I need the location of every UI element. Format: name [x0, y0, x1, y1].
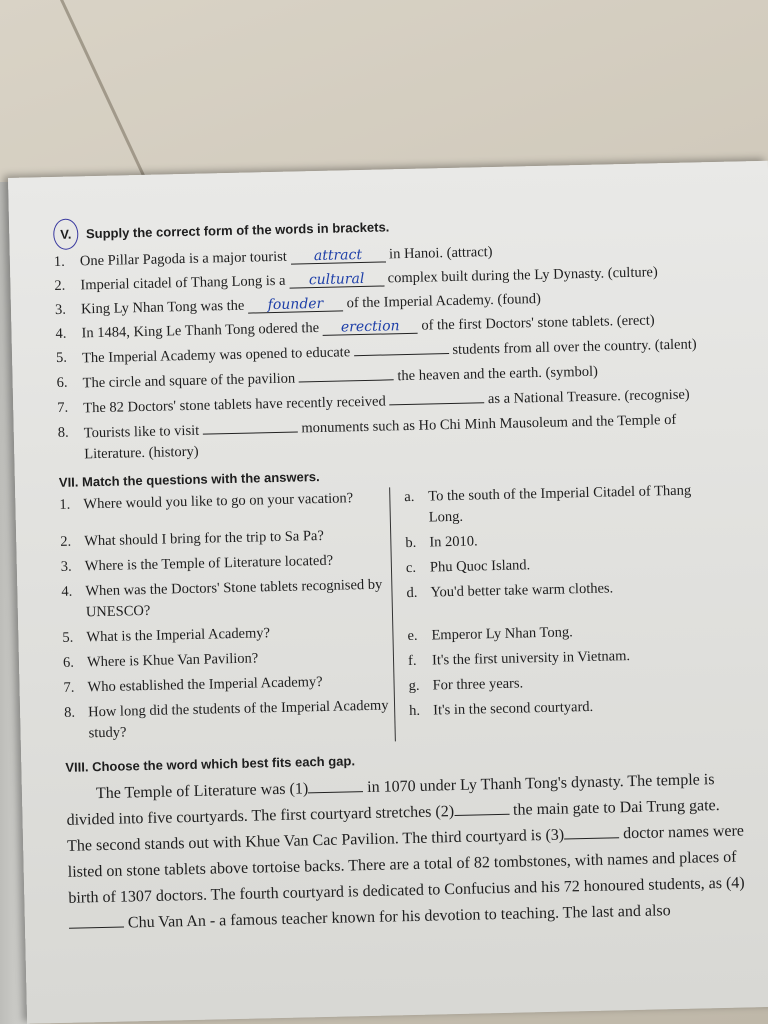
- question-row: [62, 620, 392, 648]
- question-number: 6.: [62, 654, 75, 671]
- question-number: 4.: [61, 583, 73, 600]
- item-before: The circle and square of the pavilion: [82, 370, 296, 392]
- question-row: [63, 645, 393, 673]
- item-number: 8.: [57, 424, 69, 441]
- gap-2-blank[interactable]: [454, 800, 509, 816]
- question-row: [61, 574, 392, 623]
- section5-title: Supply the correct form of the words in brackets.: [85, 219, 390, 242]
- question-row: [64, 695, 395, 744]
- matching-exercise: [59, 479, 745, 748]
- answer-row: [404, 480, 715, 529]
- question-text: Where is the Temple of Literature located?: [84, 552, 334, 575]
- answer-letter: g.: [408, 677, 420, 695]
- question-text: Where is Khue Van Pavilion?: [86, 650, 259, 671]
- answer-row: [405, 526, 715, 554]
- item-before: Imperial citadel of Thang Long is a: [80, 272, 286, 294]
- question-text: How long did the students of the Imperial Academy study?: [87, 697, 389, 742]
- item-after: in Hanoi. (attract): [388, 244, 493, 263]
- answer-letter: b.: [405, 534, 417, 552]
- answer-text: It's in the second courtyard.: [433, 698, 594, 719]
- gap-3-blank[interactable]: [564, 823, 619, 839]
- question-number: 5.: [62, 629, 74, 646]
- item-after: as a National Treasure. (recognise): [487, 386, 690, 408]
- passage-text: Chu Van An - a famous teacher known for his devotion to teaching. The last and also: [127, 902, 671, 932]
- answer-letter: e.: [407, 627, 418, 645]
- question-number: 2.: [60, 533, 72, 550]
- handwritten-answer[interactable]: cultural: [289, 271, 384, 288]
- item-number: 7.: [57, 399, 69, 416]
- question-row: [63, 670, 393, 698]
- item-before: Tourists like to visit: [83, 422, 200, 442]
- answer-blank[interactable]: [354, 339, 449, 356]
- question-text: Who established the Imperial Academy?: [87, 673, 323, 696]
- item-after: of the Imperial Academy. (found): [346, 290, 542, 312]
- section5-list: [54, 237, 739, 466]
- item-after: complex built during the Ly Dynasty. (culture): [387, 264, 658, 287]
- item-number: 5.: [55, 349, 68, 366]
- answer-text: Emperor Ly Nhan Tong.: [431, 624, 573, 644]
- passage-text: The Temple of Literature was (1): [95, 780, 309, 803]
- item-after: students from all over the country. (talent): [452, 336, 697, 358]
- passage-text: doctor names were listed on stone tablets above tortoise backs. There are a total of 82 tombstones, with names and places of birth of 1307 doctors. The fourth courtyard is dedicated to Confucius and his 72 honoured students, as (4): [67, 822, 745, 907]
- item-number: 2.: [54, 277, 66, 294]
- answers-column: [389, 480, 720, 741]
- answer-row: [409, 694, 719, 722]
- item-after: the heaven and the earth. (symbol): [397, 363, 599, 385]
- answer-row: [407, 619, 717, 647]
- answer-text: For three years.: [432, 675, 524, 694]
- question-text: When was the Doctors' Stone tablets recognised by UNESCO?: [85, 576, 383, 621]
- worksheet-content: [53, 204, 749, 938]
- answer-row: [408, 669, 718, 697]
- answer-text: You'd better take warm clothes.: [430, 580, 614, 601]
- answer-blank[interactable]: [299, 365, 394, 382]
- question-number: 1.: [59, 496, 71, 513]
- answer-text: To the south of the Imperial Citadel of Thang Long.: [428, 482, 692, 526]
- question-number: 7.: [63, 679, 75, 696]
- answer-text: It's the first university in Vietnam.: [431, 648, 631, 669]
- item-number: 4.: [55, 325, 67, 342]
- gap-4-blank[interactable]: [69, 913, 124, 929]
- section8-heading: VIII. Choose the word which best fits each gap.: [65, 753, 356, 775]
- passage-text: the main gate to Dai Trung gate. The second stands out with Khue Van Cac Pavilion. The third courtyard is (3): [66, 797, 720, 855]
- worksheet-page: [8, 161, 768, 1024]
- handwritten-answer[interactable]: attract: [290, 247, 385, 264]
- answer-row: [406, 576, 716, 604]
- questions-column: [59, 487, 395, 748]
- answer-letter: a.: [404, 488, 415, 506]
- handwritten-answer[interactable]: erection: [323, 319, 418, 336]
- section5-circled-label: V.: [53, 218, 79, 250]
- answer-blank[interactable]: [389, 388, 484, 405]
- answer-letter: d.: [406, 584, 418, 602]
- item-before: The Imperial Academy was opened to educate: [81, 344, 351, 367]
- answer-text: In 2010.: [429, 533, 478, 551]
- question-text: Where would you like to go on your vacation?: [83, 490, 354, 513]
- item-number: 1.: [53, 253, 65, 270]
- answer-row: [408, 644, 718, 672]
- item-before: In 1484, King Le Thanh Tong odered the: [81, 319, 320, 342]
- passage-text: in 1070 under Ly Thanh Tong's dynasty. The temple is divided into five courtyards. The first courtyard stretches (2): [66, 771, 715, 829]
- floor-tile-line: [60, 0, 151, 190]
- answer-letter: f.: [407, 652, 417, 670]
- item-number: 3.: [54, 301, 67, 318]
- answer-letter: h.: [409, 702, 421, 720]
- item-after: of the first Doctors' stone tablets. (erect): [421, 312, 655, 334]
- answer-text: Phu Quoc Island.: [429, 557, 531, 576]
- item-before: The 82 Doctors' stone tablets have recently received: [83, 393, 386, 417]
- item-number: 6.: [56, 374, 68, 391]
- answer-blank[interactable]: [203, 417, 298, 434]
- section7-heading: VII. Match the questions with the answers.: [58, 469, 320, 490]
- item-after: monuments such as Ho Chi Minh Mausoleum and the Temple of Literature. (history): [84, 411, 677, 463]
- item-before: King Ly Nhan Tong was the: [80, 297, 245, 318]
- question-text: What is the Imperial Academy?: [86, 625, 271, 646]
- answer-row: [406, 551, 716, 579]
- question-row: [60, 524, 390, 552]
- gap-1-blank[interactable]: [308, 777, 363, 793]
- question-number: 3.: [60, 558, 72, 575]
- answer-letter: c.: [405, 559, 417, 577]
- question-number: 8.: [63, 704, 76, 721]
- question-row: [61, 549, 391, 577]
- item-before: One Pillar Pagoda is a major tourist: [79, 248, 288, 270]
- section8-passage: [66, 766, 749, 937]
- question-text: What should I bring for the trip to Sa Pa?: [84, 527, 324, 550]
- handwritten-answer[interactable]: founder: [248, 296, 343, 313]
